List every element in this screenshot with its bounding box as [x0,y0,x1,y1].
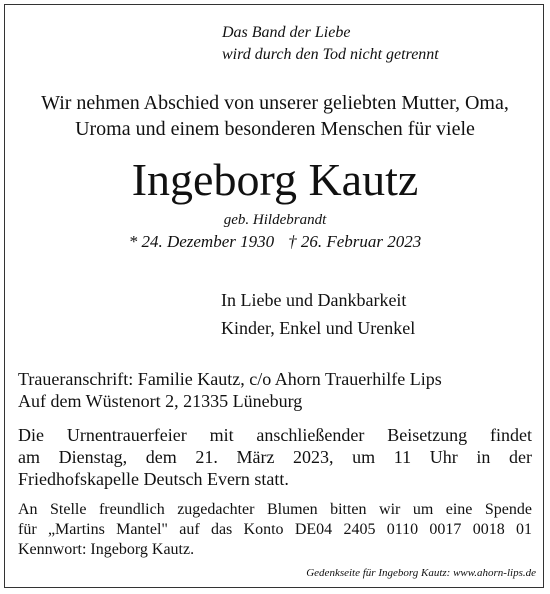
intro-line-1: Wir nehmen Abschied von unserer geliebten Mutter, Oma, [41,92,509,114]
address-line-1: Traueranschrift: Familie Kautz, c/o Ahorn Trauerhilfe Lips [18,369,442,389]
motto [222,22,439,66]
motto-line-2: wird durch den Tod nicht getrennt [222,46,439,63]
donation-line-1: An Stelle freundlich zugedachter Blumen bitten wir um eine Spende [18,501,532,518]
life-dates [0,231,550,253]
ceremony-line-1: Die Urnentrauerfeier mit anschließender Beisetzung findet [18,425,532,445]
donation-info [18,500,532,560]
birth-name: geb. Hildebrandt [223,212,327,228]
thanks-block [221,286,415,342]
ceremony-info [18,424,532,490]
thanks-line-1: In Liebe und Dankbarkeit [221,290,407,310]
intro-text [0,90,550,142]
ceremony-line-3: Friedhofskapelle Deutsch Evern statt. [18,469,289,489]
deceased-name: Ingeborg Kautz [131,154,419,205]
thanks-line-2: Kinder, Enkel und Urenkel [221,318,416,338]
donation-line-3: Kennwort: Ingeborg Kautz. [18,541,195,558]
death-date: † 26. Februar 2023 [288,232,422,251]
ceremony-line-2: am Dienstag, dem 21. März 2023, um 11 Uhr in der [18,447,532,467]
donation-line-2: für „Martins Mantel" auf das Konto DE04 2405 0110 0017 0018 01 [18,521,532,538]
memorial-page-link[interactable]: Gedenkseite für Ingeborg Kautz: www.ahorn-lips.de [306,567,536,579]
address-line-2: Auf dem Wüstenort 2, 21335 Lüneburg [18,391,303,411]
mourning-address [18,368,442,412]
motto-line-1: Das Band der Liebe [222,24,351,41]
birth-date: * 24. Dezember 1930 [128,232,275,251]
intro-line-2: Uroma und einem besonderen Menschen für viele [75,118,475,140]
